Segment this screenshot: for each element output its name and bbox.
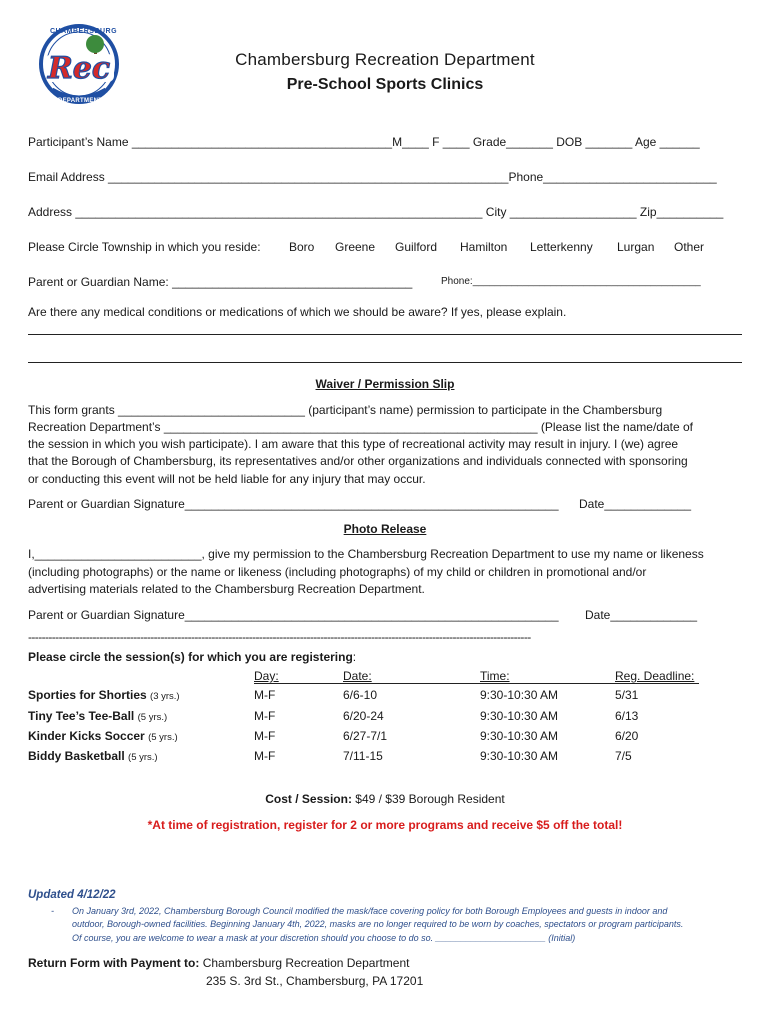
township-letterkenny[interactable]: Letterkenny: [530, 240, 593, 254]
township-hamilton[interactable]: Hamilton: [460, 240, 508, 254]
update-line: [72, 919, 683, 929]
session-deadline: 5/31: [615, 688, 639, 702]
logo-bottom-text: DEPARTMENT: [58, 98, 103, 104]
update-title: Updated 4/12/22: [28, 889, 116, 901]
session-time: 9:30-10:30 AM: [480, 688, 559, 702]
session-time: 9:30-10:30 AM: [480, 709, 559, 723]
parent-name-field[interactable]: Parent or Guardian Name: ____________________________________: [28, 275, 413, 289]
photo-release-line: (including photographs) or the name or likeness (including photographs) of my child or children in promotional and/or: [28, 565, 647, 579]
waiver-line: the session in which you wish participate). I am aware that this type of recreational activity may result in injury. I (we) agree: [28, 437, 679, 451]
session-age: (5 yrs.): [137, 712, 168, 723]
township-other[interactable]: Other: [674, 240, 705, 254]
session-age: (3 yrs.): [150, 691, 180, 702]
photo-signature-field[interactable]: Parent or Guardian Signature________________________________________________________: [28, 608, 559, 622]
township-boro[interactable]: Boro: [289, 240, 315, 254]
header-day: Day:: [254, 669, 279, 683]
parent-phone-field[interactable]: Phone:_________________________________________: [441, 276, 701, 287]
rec-logo: [38, 18, 120, 110]
logo-center-text: [38, 18, 39, 19]
logo-top-text: CHAMBERSBURG: [50, 28, 118, 35]
waiver-signature-field[interactable]: Parent or Guardian Signature________________________________________________________: [28, 497, 559, 511]
medical-answer-line-1[interactable]: [28, 334, 742, 335]
session-age: (5 yrs.): [128, 752, 158, 763]
session-deadline: 7/5: [615, 749, 632, 763]
photo-release-line: advertising materials related to the Chambersburg Recreation Department.: [28, 582, 425, 596]
medical-question: Are there any medical conditions or medications of which we should be aware? If yes, please explain.: [28, 305, 567, 319]
medical-answer-line-2[interactable]: [28, 362, 742, 363]
sessions-intro: Please circle the session(s) for which you are registering:: [28, 650, 357, 664]
return-line-1: Chambersburg Recreation Department: [202, 956, 410, 970]
cost-line: [28, 792, 742, 806]
township-label: Please Circle Township in which you reside:: [28, 240, 261, 254]
waiver-line: Recreation Department’s ________________________________________________________ (Please list the name/date of: [28, 420, 693, 434]
session-name: Biddy Basketball: [28, 749, 125, 763]
session-row[interactable]: [28, 749, 158, 763]
waiver-title: Waiver / Permission Slip: [315, 377, 455, 391]
session-day: M-F: [254, 709, 276, 723]
update-initial-text: Of course, you are welcome to wear a mask at your discretion should you choose to do so. ______________________ (Initial): [72, 933, 576, 943]
session-name: Tiny Tee’s Tee-Ball: [28, 709, 135, 723]
participant-row[interactable]: Participant’s Name _______________________________________M____ F ____ Grade_______ DOB _______ Age ______: [28, 135, 700, 149]
update-line[interactable]: [72, 933, 575, 943]
session-day: M-F: [254, 749, 276, 763]
page-subtitle: Pre-School Sports Clinics: [286, 76, 484, 93]
session-day: M-F: [254, 688, 276, 702]
session-day: M-F: [254, 729, 276, 743]
waiver-line: or conducting this event will not be held liable for any injury that may occur.: [28, 472, 426, 486]
return-line-2: 235 S. 3rd St., Chambersburg, PA 17201: [206, 974, 424, 988]
session-date: 6/20-24: [343, 709, 384, 723]
header-rule: [254, 683, 699, 684]
session-row[interactable]: [28, 688, 180, 702]
email-phone-row[interactable]: Email Address ____________________________________________________________Phone__________________________: [28, 170, 717, 184]
sessions-intro-text: Please circle the session(s) for which you are registering: [28, 650, 353, 664]
cost-label: Cost / Session:: [265, 792, 352, 806]
header-deadline: Reg. Deadline:: [615, 669, 695, 683]
session-deadline: 6/13: [615, 709, 639, 723]
promo-note: *At time of registration, register for 2 or more programs and receive $5 off the total!: [147, 818, 623, 832]
waiver-line: that the Borough of Chambersburg, its representatives and/or other organizations and individuals connected with sponsoring: [28, 454, 688, 468]
session-row[interactable]: [28, 729, 178, 743]
township-greene[interactable]: Greene: [335, 240, 376, 254]
session-time: 9:30-10:30 AM: [480, 749, 559, 763]
session-name: Kinder Kicks Soccer: [28, 729, 145, 743]
header-date: Date:: [343, 669, 372, 683]
cut-line-divider: ----------------------------------------------------------------------------------------------------------------------------------------------------: [28, 630, 531, 644]
update-line-text: outdoor, Borough-owned facilities. Beginning January 4th, 2022, masks are no longer required to be worn by coaches, spectators or program participants.: [72, 919, 684, 929]
session-date: 6/27-7/1: [343, 729, 388, 743]
update-line-text: On January 3rd, 2022, Chambersburg Borough Council modified the mask/face covering policy for both Borough Employees and guests in indoor and: [72, 906, 668, 916]
session-row[interactable]: [28, 709, 167, 723]
photo-release-title: Photo Release: [343, 522, 427, 536]
update-line: [72, 906, 667, 916]
svg-text:Rec: Rec: [47, 51, 111, 86]
update-bullet: -: [51, 906, 54, 916]
return-address: [28, 956, 409, 970]
address-row[interactable]: Address _____________________________________________________________ City ___________________ Zip__________: [28, 205, 724, 219]
photo-date-field[interactable]: Date_____________: [585, 608, 698, 622]
session-date: 7/11-15: [343, 749, 383, 763]
township-lurgan[interactable]: Lurgan: [617, 240, 655, 254]
header-time: Time:: [480, 669, 510, 683]
photo-release-line: I,_________________________, give my permission to the Chambersburg Recreation Department to use my name or likeness: [28, 547, 704, 561]
session-time: 9:30-10:30 AM: [480, 729, 559, 743]
page-title: Chambersburg Recreation Department: [235, 50, 535, 69]
session-deadline: 6/20: [615, 729, 639, 743]
session-age: (5 yrs.): [148, 732, 178, 743]
cost-value: $49 / $39 Borough Resident: [355, 792, 505, 806]
session-date: 6/6-10: [343, 688, 378, 702]
township-guilford[interactable]: Guilford: [395, 240, 438, 254]
return-label: Return Form with Payment to:: [28, 956, 200, 970]
waiver-line: This form grants ____________________________ (participant’s name) permission to participate in the Chambersburg: [28, 403, 663, 417]
session-name: Sporties for Shorties: [28, 688, 147, 702]
waiver-date-field[interactable]: Date_____________: [579, 497, 692, 511]
